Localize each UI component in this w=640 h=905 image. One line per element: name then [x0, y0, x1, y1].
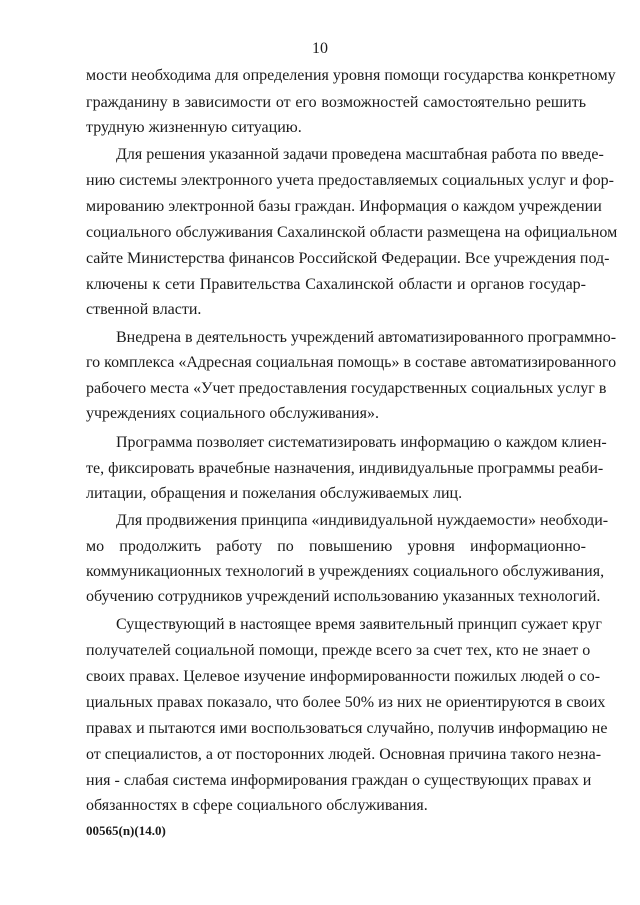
text-line: рабочего места «Учет предоставления государственных социальных услуг в	[86, 380, 607, 397]
text-line: трудную жизненную ситуацию.	[86, 119, 302, 136]
text-line: ключены к сети Правительства Сахалинской области и органов государ-	[86, 276, 586, 293]
text-line: Для решения указанной задачи проведена масштабная работа по введе-	[116, 146, 604, 163]
text-line: ственной власти.	[86, 301, 202, 318]
text-line: учреждениях социального обслуживания».	[86, 405, 379, 422]
text-line: Существующий в настоящее время заявительный принцип сужает круг	[116, 616, 602, 633]
text-line: получателей социальной помощи, прежде всего за счет тех, кто не знает о	[86, 642, 591, 659]
text-line: те, фиксировать врачебные назначения, индивидуальные программы реаби-	[86, 460, 604, 477]
text-line: го комплекса «Адресная социальная помощь» в составе автоматизированного	[86, 354, 617, 371]
text-line: Программа позволяет систематизировать информацию о каждом клиен-	[116, 434, 607, 451]
text-line: правах и пытаются ими воспользоваться случайно, получив информацию не	[86, 720, 608, 737]
text-line: циальных правах показало, что более 50% из них не ориентируются в своих	[86, 694, 606, 711]
text-line: нию системы электронного учета предоставляемых социальных услуг и фор-	[86, 172, 614, 189]
text-line: ния - слабая система информирования граждан о существующих правах и	[86, 772, 592, 789]
text-line: мо продолжить работу по повышению уровня информационно-	[86, 538, 586, 555]
text-line: от специалистов, а от посторонних людей. Основная причина такого незна-	[86, 746, 602, 763]
text-line: гражданину в зависимости от его возможностей самостоятельно решить	[86, 94, 586, 111]
text-line: сайте Министерства финансов Российской Федерации. Все учреждения под-	[86, 250, 610, 267]
text-line: коммуникационных технологий в учреждениях социального обслуживания,	[86, 563, 605, 580]
text-line: своих правах. Целевое изучение информированности пожилых людей о со-	[86, 668, 601, 685]
text-line: литации, обращения и пожелания обслуживаемых лиц.	[86, 485, 463, 502]
text-line: мости необходима для определения уровня помощи государства конкретному	[86, 67, 616, 84]
text-line: Внедрена в деятельность учреждений автоматизированного программно-	[116, 329, 617, 346]
page-number: 10	[312, 40, 328, 57]
text-line: обязанностях в сфере социального обслуживания.	[86, 797, 428, 814]
text-line: мированию электронной базы граждан. Информация о каждом учреждении	[86, 198, 602, 215]
text-line: Для продвижения принципа «индивидуальной нуждаемости» необходи-	[116, 512, 609, 529]
text-line: социального обслуживания Сахалинской области размещена на официальном	[86, 224, 618, 241]
document-code: 00565(n)(14.0)	[86, 823, 166, 838]
text-line: обучению сотрудников учреждений использованию указанных технологий.	[86, 588, 601, 605]
